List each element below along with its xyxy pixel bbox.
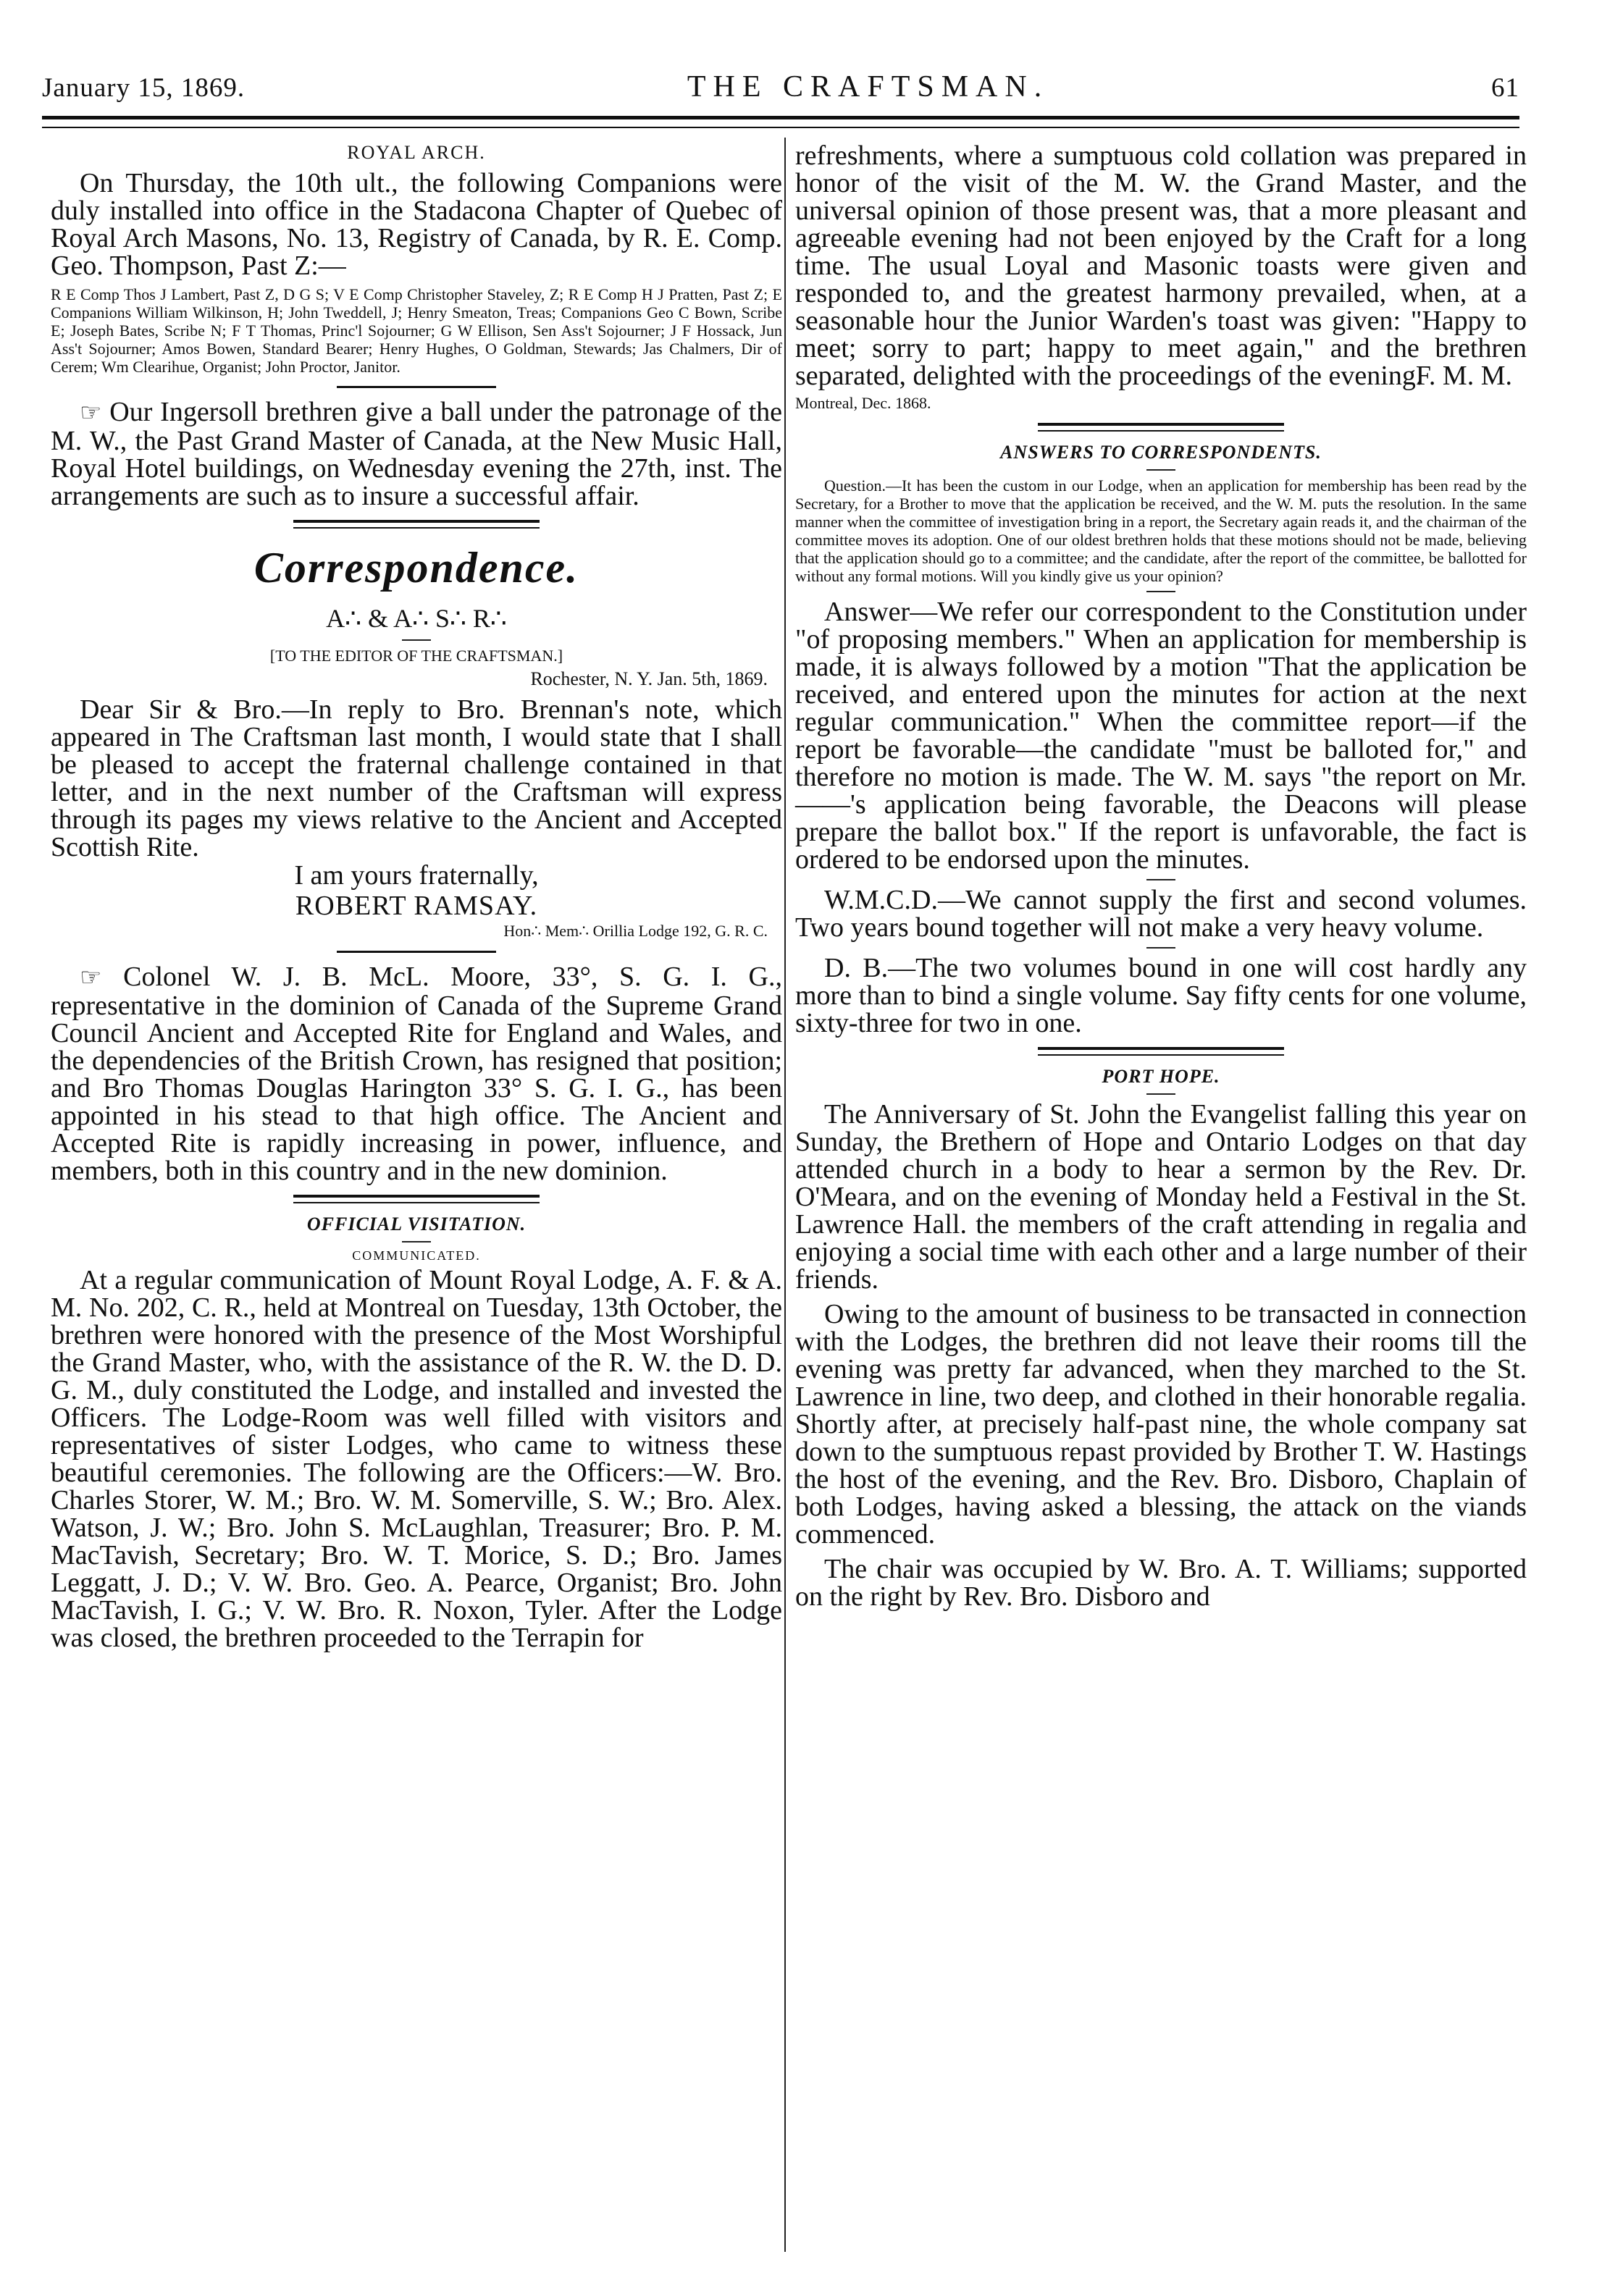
royal-arch-body: On Thursday, the 10th ult., the following Companions were duly installed into office in the Stadacona Chapter of Quebec of Royal Arch Masons, No. 13, Registry of Canada, by R. E. Comp. Geo. Thompson, Past Z:— bbox=[51, 168, 782, 281]
port-hope-paragraph-1: The Anniversary of St. John the Evangelist falling this year on Sunday, the Brethern of Hope and Ontario Lodges on that day attended church in a body to hear a sermon by the Rev. Dr. O'Meara, and on the evening of Monday held a Festival in the St. Lawrence Hall. the members of the craft attending in regalia and enjoying a social time with each other and a large number of their friends. bbox=[795, 1099, 1527, 1295]
correspondence-section bbox=[51, 543, 782, 941]
publication-title: THE CRAFTSMAN. bbox=[687, 70, 1049, 104]
letter-dateline: Rochester, N. Y. Jan. 5th, 1869. bbox=[530, 668, 768, 689]
answers-question: Question.—It has been the custom in our Lodge, when an application for membership has been read by the Secretary, for a Brother to move that the application be received, and the W. M. puts the resolution. In the same manner when the committee of investigation bring in a report, the Secretary again reads it, and the chairman of the committee moves its adoption. One of our oldest brethren holds that these motions should not be made, believing that the application should go to a committee; and the candidate, after the report of the committee, be ballotted for without any formal motions. Will you kindly give us your opinion? bbox=[795, 476, 1527, 585]
right-column bbox=[795, 142, 1527, 1610]
short-rule bbox=[402, 1241, 431, 1242]
port-hope-article bbox=[795, 1066, 1527, 1610]
communicated-label: COMMUNICATED. bbox=[352, 1248, 481, 1263]
answers-section bbox=[795, 442, 1527, 1037]
short-rule bbox=[1146, 469, 1175, 471]
short-rule bbox=[1146, 947, 1175, 949]
port-hope-paragraph-2: Owing to the amount of business to be transacted in connection with the Lodges, the brethren did not leave their rooms till the evening was pretty far advanced, when they marched to the St. Lawrence in line, two deep, and clothed in their honorable regalia. Shortly after, at precisely half-past nine, the whole company sat down to the sumptuous repast provided by Brother T. W. Hastings the host of the evening, and the Rev. Bro. Disboro, Chaplain of both Lodges, having asked a blessing, the attack on the viands commenced. bbox=[795, 1299, 1527, 1549]
section-separator bbox=[337, 386, 496, 388]
masthead-rule bbox=[42, 116, 1519, 128]
official-visitation-heading: OFFICIAL VISITATION. bbox=[306, 1214, 527, 1235]
section-separator bbox=[1038, 1047, 1284, 1056]
masthead bbox=[42, 70, 1519, 106]
short-rule bbox=[1146, 1093, 1175, 1095]
pointing-hand-icon: ☞ bbox=[80, 400, 102, 426]
answers-heading: ANSWERS TO CORRESPONDENTS. bbox=[1000, 442, 1322, 463]
section-separator bbox=[337, 951, 496, 953]
royal-arch-officer-list: R E Comp Thos J Lambert, Past Z, D G S; V E Comp Christopher Staveley, Z; R E Comp H J Pratten, Past Z; E Companions William Wilkinson, H; John Tweddell, J; Henry Smeaton, Treas; Companions Geo C Bown, Scribe E; Joseph Bates, Scribe N; F T Thomas, Princ'l Sojourner; G W Ellison, Sen Ass't Sojourner; J F Hossack, Jun Ass't Sojourner; Amos Bowen, Standard Bearer; Henry Hughes, O Goldman, Stewards; Jas Chalmers, Dir of Cerem; Wm Clearihue, Organist; John Proctor, Janitor. bbox=[51, 285, 782, 376]
ingersoll-body: Our Ingersoll brethren give a ball under the patronage of the M. W., the Past Grand Master of Canada, at the New Music Hall, Royal Hotel buildings, on Wednesday evening the 27th, inst. The arrangements are such as to insure a successful affair. bbox=[51, 397, 783, 511]
royal-arch-article bbox=[51, 142, 782, 376]
signature-title: Hon∴ Mem∴ Orillia Lodge 192, G. R. C. bbox=[503, 922, 768, 940]
correspondence-heading: Correspondence. bbox=[253, 544, 579, 592]
section-separator bbox=[1038, 423, 1284, 432]
answers-db: D. B.—The two volumes bound in one will cost hardly any more than to bind a single volume. Say fifty cents for one volume, sixty-three for two in one. bbox=[795, 953, 1527, 1038]
short-rule bbox=[1146, 591, 1175, 592]
short-rule bbox=[402, 639, 431, 641]
letter-body: Dear Sir & Bro.—In reply to Bro. Brennan's note, which appeared in The Craftsman last month, I would state that I shall be pleased to accept the fraternal challenge contained in that letter, and in the next number of the Craftsman will express through its pages my views relative to the Ancient and Accepted Scottish Rite. bbox=[51, 694, 782, 862]
left-column bbox=[51, 142, 782, 1652]
continuation-body: refreshments, where a sumptuous cold collation was prepared in honor of the visit of the M. W. the Grand Master, and the universal opinion of those present was, that a more pleasant and agreeable evening had not been enjoyed by the Craft for a long time. The usual Loyal and Masonic toasts were given and responded to, and the greatest harmony prevailed, when, at a seasonable hour the Junior Warden's toast was given: "Happy to meet; sorry to part; happy to meet again," and the brethren separated, delighted with the proceedings of the evening. bbox=[795, 140, 1527, 391]
pointing-hand-icon: ☞ bbox=[80, 964, 102, 991]
official-visitation-body: At a regular communication of Mount Royal Lodge, A. F. & A. M. No. 202, C. R., held at Montreal on Tuesday, 13th October, the brethren were honored with the presence of the Most Worshipful the Grand Master, who, with the assistance of the R. W. the D. D. G. M., duly constituted the Lodge, and installed and invested the Officers. The Lodge-Room was well filled with visitors and representatives of sister Lodges, who came to witness these beautiful ceremonies. The following are the Officers:—W. Bro. Charles Storer, W. M.; Bro. W. M. Somerville, S. W.; Bro. Alex. Watson, J. W.; Bro. John S. McLaughlan, Treasurer; Bro. P. M. MacTavish, Secretary; Bro. W. T. Morice, S. D.; Bro. James Leggatt, J. D.; V. W. Bro. Geo. A. Pearce, Organist; Bro. John MacTavish, I. G.; V. W. Bro. R. Noxon, Tyler. After the Lodge was closed, the brethren proceeded to the Terrapin for bbox=[51, 1265, 782, 1653]
moore-notice bbox=[51, 963, 782, 1185]
correspondence-subheading: A∴ & A∴ S∴ R∴ bbox=[326, 604, 507, 633]
visitation-continuation bbox=[795, 142, 1527, 413]
article-initials: F. M. M. bbox=[1415, 361, 1512, 391]
moore-body: Colonel W. J. B. McL. Moore, 33°, S. G. I. G., representative in the dominion of Canada of the Supreme Grand Council Ancient and Accepted Rite for England and Wales, and the dependencies of the British Crown, has resigned that position; and Bro Thomas Douglas Harington 33° S. G. I. G., has been appointed in his stead to that high office. The Ancient and Accepted Rite is rapidly increasing in power, influence, and members, both in this country and in the new dominion. bbox=[51, 962, 782, 1186]
issue-date: January 15, 1869. bbox=[42, 73, 246, 103]
short-rule bbox=[1146, 879, 1175, 880]
page-number: 61 bbox=[1491, 73, 1519, 103]
section-separator bbox=[293, 520, 540, 529]
letter-closing: I am yours fraternally, bbox=[294, 860, 539, 891]
answers-wmcd: W.M.C.D.—We cannot supply the first and second volumes. Two years bound together will not make a very heavy volume. bbox=[795, 885, 1527, 943]
ingersoll-notice bbox=[51, 398, 782, 510]
answers-answer: Answer—We refer our correspondent to the Constitution under "of proposing members." When an application for membership is made, it is always followed by a motion "That the application be received, and entered upon the minutes for action at the next regular communication." When the committee report—if the report be favorable—the candidate "must be balloted for," and therefore no motion is made. The W. M. says "the report on Mr. ——'s application being favorable, the Deacons will please prepare the ballot box." If the report is unfavorable, the fact is ordered to be endorsed upon the minutes. bbox=[795, 597, 1527, 875]
official-visitation-article bbox=[51, 1214, 782, 1652]
column-divider bbox=[784, 138, 786, 2252]
to-editor-line: [TO THE EDITOR OF THE CRAFTSMAN.] bbox=[269, 647, 563, 665]
port-hope-paragraph-3: The chair was occupied by W. Bro. A. T. Williams; supported on the right by Rev. Bro. Disboro and bbox=[795, 1554, 1527, 1612]
letter-signature: ROBERT RAMSAY. bbox=[295, 891, 538, 921]
royal-arch-heading: ROYAL ARCH. bbox=[347, 142, 486, 163]
continuation-dateline: Montreal, Dec. 1868. bbox=[795, 394, 931, 412]
port-hope-heading: PORT HOPE. bbox=[1102, 1066, 1220, 1087]
section-separator bbox=[293, 1195, 540, 1203]
